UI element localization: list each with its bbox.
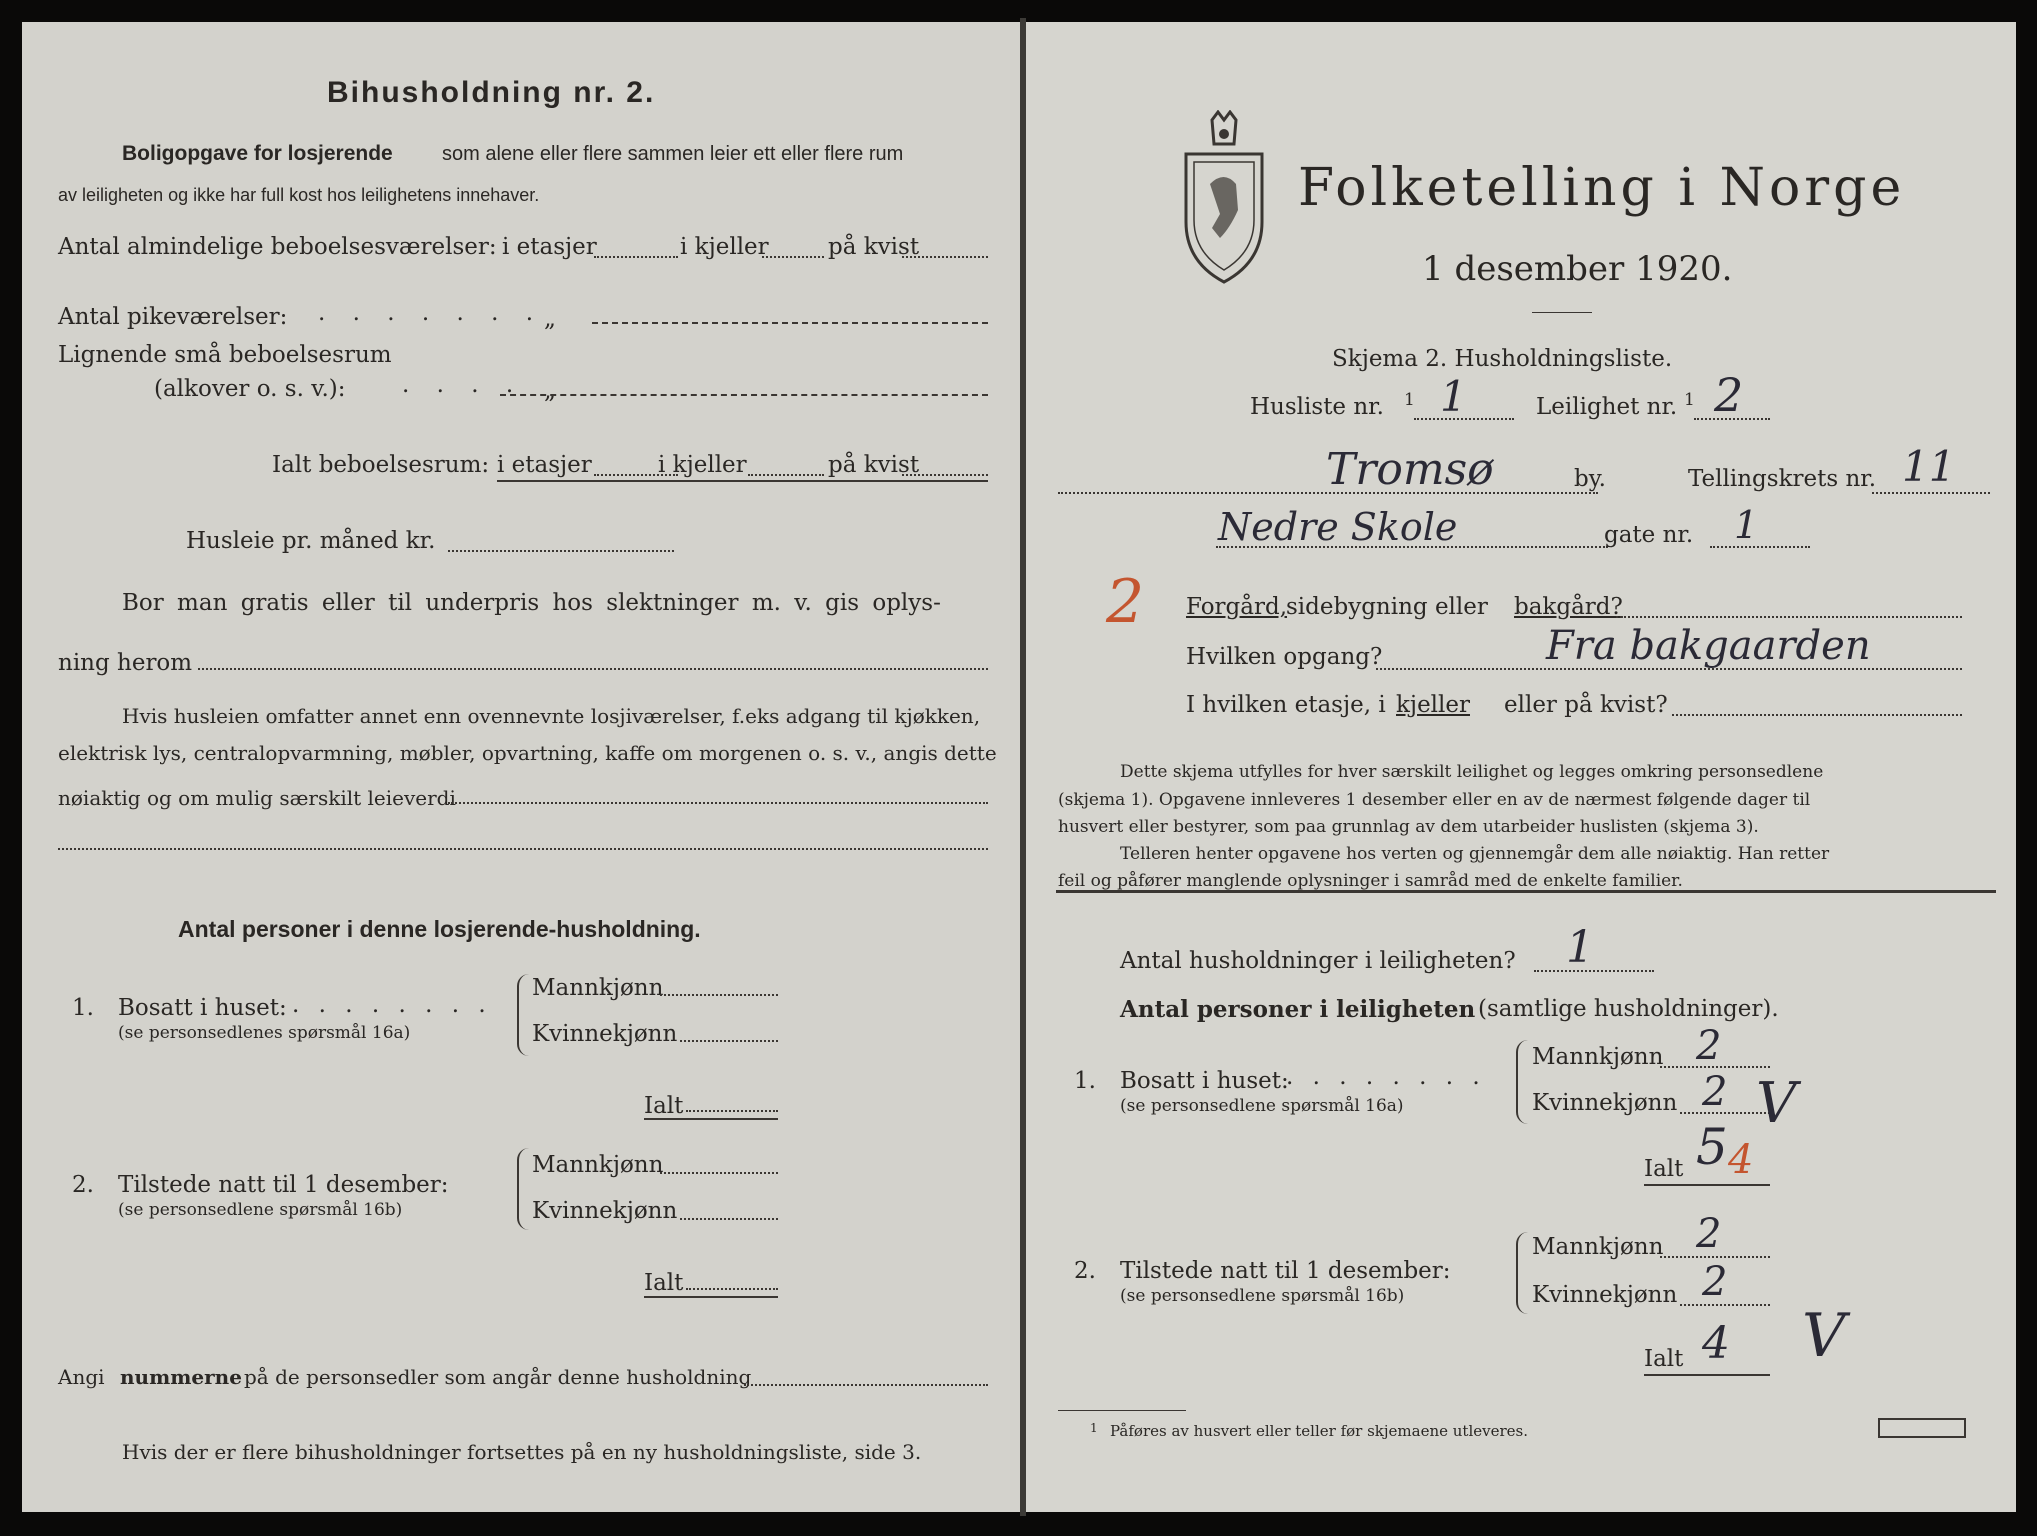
r-q2-ialt-underline [1644,1374,1770,1376]
intro-bold: Boligopgave for losjerende [122,142,393,165]
ialt-kjeller-field [748,474,824,476]
ialt-kvist: på kvist [828,452,920,478]
by-value: Tromsø [1326,444,1494,495]
folketelling-title: Folketelling i Norge [1298,158,1906,218]
hvis-flere: Hvis der er flere bihusholdninger fortsettes på en ny husholdningsliste, side 3. [122,1440,922,1464]
r-q1-label: Bosatt i huset: [1120,1068,1289,1094]
q1-brace [517,974,529,1056]
q1-sub: (se personsedlenes spørsmål 16a) [118,1023,411,1043]
etasje-post: eller på kvist? [1504,692,1668,718]
rooms-etasjer-field [594,256,678,258]
q2-ialt-field [686,1288,778,1290]
q2-sub: (se personsedlene spørsmål 16b) [118,1200,403,1220]
r-q1-brace [1516,1040,1528,1124]
husliste-label: Husliste nr. [1250,394,1384,420]
antal-hush-field [1534,970,1654,972]
q1-num: 1. [72,995,94,1021]
krets-field [1872,492,1990,494]
r-q1-ialt: Ialt [1644,1156,1684,1182]
skjema-label: Skjema 2. Husholdningsliste. [1332,346,1673,372]
q1-ialt: Ialt [644,1093,684,1119]
rooms-label: Antal almindelige beboelsesværelser: [58,234,497,260]
antal-personer-heading: Antal personer i denne losjerende-husholdning. [178,916,701,942]
krets-value: 11 [1902,442,1956,491]
husleie-field [448,550,674,552]
intro-rest: som alene eller flere sammen leier ett eller flere rum [442,143,904,165]
leilighet-value: 2 [1714,368,1744,422]
bihusholdning-title: Bihusholdning nr. 2. [327,76,656,109]
r-q1-kvinne-value: 2 [1702,1069,1728,1115]
forgaard-field [1616,616,1962,618]
ialt-underline [497,480,988,482]
q1-ialt-field [686,1110,778,1112]
lignende-field [500,394,988,396]
leilighet-label: Leilighet nr. [1536,394,1678,420]
lignende-line1: Lignende små beboelsesrum [58,342,392,368]
r-q2-mann-field [1660,1256,1770,1258]
q2-kvinne-field [680,1218,778,1220]
q2-kvinne: Kvinnekjønn [532,1198,678,1224]
husliste-sup: 1 [1404,390,1415,410]
r-q1-ialt-value: 5 [1696,1118,1728,1176]
r-q2-ialt: Ialt [1644,1346,1684,1372]
antal-pers-heading: Antal personer i leiligheten [1120,996,1476,1023]
etasje-pre: I hvilken etasje, i [1186,692,1386,718]
rooms-kjeller: i kjeller [680,234,769,260]
printer-stamp-icon [1878,1418,1966,1438]
q1-kvinne: Kvinnekjønn [532,1021,678,1047]
angi-bold: nummerne [120,1365,242,1389]
forgaard-option: Forgård, [1186,594,1288,620]
gate-label: gate nr. [1604,522,1694,548]
r-q2-mann: Mannkjønn [1532,1234,1664,1260]
q2-num: 2. [72,1172,94,1198]
r-q1-dots: . . . . . . . . [1286,1064,1486,1090]
rooms-etasjer: i etasjer [502,234,597,260]
r-q1-check: V [1756,1071,1797,1136]
coat-of-arms-icon [1176,110,1266,286]
q1-mann: Mannkjønn [532,975,664,1001]
r-q2-ialt-value: 4 [1702,1318,1730,1369]
footnote-rule [1058,1410,1186,1411]
antal-hush-label: Antal husholdninger i leiligheten? [1120,948,1516,974]
gate-field [1216,546,1608,548]
rooms-kvist-field [902,256,988,258]
husliste-value: 1 [1440,372,1467,421]
lignende-ditto: „ [544,378,556,404]
angi-pre: Angi [58,1365,105,1389]
r-q1-num: 1. [1074,1068,1096,1094]
left-page [22,22,1020,1512]
ialt-kjeller: i kjeller [658,452,747,478]
angi-field [744,1384,988,1386]
q2-ialt-underline [644,1296,778,1298]
pike-ditto: „ [544,306,556,332]
pike-label: Antal pikeværelser: [58,304,288,330]
ialt-kvist-field [902,474,988,476]
r-q2-check: V [1802,1301,1846,1371]
r-q1-sub: (se personsedlene spørsmål 16a) [1120,1096,1404,1116]
r-q1-ialt-correction: 4 [1728,1137,1754,1183]
right-page [1026,22,2016,1512]
rooms-kvist: på kvist [828,234,920,260]
lignende-dots: . . . . [402,372,524,398]
hvis-line3: nøiaktig og om mulig særskilt leieverdi [58,786,456,810]
gate-value: Nedre Skole [1218,505,1458,549]
r-q2-kvinne-field [1680,1304,1770,1306]
bor-field [198,668,988,670]
angi-post: på de personsedler som angår denne husholdning [244,1365,752,1389]
q2-mann: Mannkjønn [532,1152,664,1178]
q1-kvinne-field [680,1040,778,1042]
leilighet-sup: 1 [1684,390,1695,410]
r-q2-sub: (se personsedlene spørsmål 16b) [1120,1286,1405,1306]
instr-line5: feil og påfører manglende oplysninger i samråd med de enkelte familier. [1058,871,1683,891]
bakgaard-option: bakgård? [1514,594,1623,620]
antal-pers-rest: (samtlige husholdninger). [1478,996,1779,1022]
opgang-value: Fra bakgaarden [1546,623,1871,669]
q2-mann-field [660,1172,778,1174]
opgang-field [1376,668,1962,670]
section-divider [1056,890,1996,893]
q2-ialt: Ialt [644,1270,684,1296]
gate-nr-field [1710,546,1810,548]
opgang-label: Hvilken opgang? [1186,644,1383,670]
r-q1-mann-value: 2 [1696,1023,1722,1069]
r-q1-ialt-underline [1644,1184,1770,1186]
hvis-line2: elektrisk lys, centralopvarmning, møbler, opvartning, kaffe om morgenen o. s. v., angis dette [58,741,997,765]
pike-dots: . . . . . . . [318,300,544,326]
lignende-line2: (alkover o. s. v.): [154,376,346,402]
r-q2-brace [1516,1232,1528,1314]
q1-dots: . . . . . . . . [292,992,492,1018]
r-q2-num: 2. [1074,1258,1096,1284]
r-q2-kvinne: Kvinnekjønn [1532,1282,1678,1308]
etasje-kjeller: kjeller [1396,692,1470,718]
r-q1-mann: Mannkjønn [1532,1044,1664,1070]
instr-line2: (skjema 1). Opgavene innleveres 1 desember eller en av de nærmest følgende dager til [1058,790,1811,810]
q2-brace [517,1148,529,1230]
instr-line3: husvert eller bestyrer, som paa grunnlag av dem utarbeider huslisten (skjema 3). [1058,817,1759,837]
q2-label: Tilstede natt til 1 desember: [118,1172,449,1198]
q1-mann-field [660,994,778,996]
hvis-field [448,802,988,804]
red-annotation: 2 [1106,567,1145,637]
r-q1-mann-field [1660,1066,1770,1068]
husliste-field [1414,418,1514,420]
intro-line2: av leiligheten og ikke har full kost hos leilighetens innehaver. [58,185,540,205]
instr-line1: Dette skjema utfylles for hver særskilt leilighet og legges omkring personsedlene [1120,762,1824,782]
hvis-field-2 [58,848,988,850]
bor-line1: Bor man gratis eller til underpris hos slektninger m. v. gis oplys- [122,590,941,616]
husleie-label: Husleie pr. måned kr. [186,528,436,554]
r-q2-mann-value: 2 [1696,1211,1722,1257]
etasje-field [1672,714,1962,716]
gate-nr-value: 1 [1734,503,1759,547]
leilighet-field [1694,418,1770,420]
r-q2-kvinne-value: 2 [1702,1259,1728,1305]
bor-line2: ning herom [58,650,193,676]
footnote-num: 1 [1090,1421,1098,1435]
ialt-beboelse-label: Ialt beboelsesrum: [272,452,490,478]
footnote-text: Påføres av husvert eller teller før skjemaene utleveres. [1110,1422,1528,1440]
r-q2-label: Tilstede natt til 1 desember: [1120,1258,1451,1284]
pike-field [592,322,988,324]
krets-label: Tellingskrets nr. [1688,466,1877,492]
title-rule [1532,312,1592,313]
rooms-kjeller-field [762,256,824,258]
census-date: 1 desember 1920. [1422,249,1733,289]
sidebygning-option: sidebygning eller [1286,594,1488,620]
q1-ialt-underline [644,1118,778,1120]
by-field [1058,492,1598,494]
ialt-etasjer: i etasjer [497,452,592,478]
hvis-line1: Hvis husleien omfatter annet enn ovennevnte losjiværelser, f.eks adgang til kjøkken, [122,704,981,728]
r-q1-kvinne: Kvinnekjønn [1532,1090,1678,1116]
q1-label: Bosatt i huset: [118,995,287,1021]
instr-line4: Telleren henter opgavene hos verten og gjennemgår dem alle nøiaktig. Han retter [1120,844,1830,864]
by-label: by. [1574,466,1606,492]
antal-hush-value: 1 [1566,922,1594,973]
